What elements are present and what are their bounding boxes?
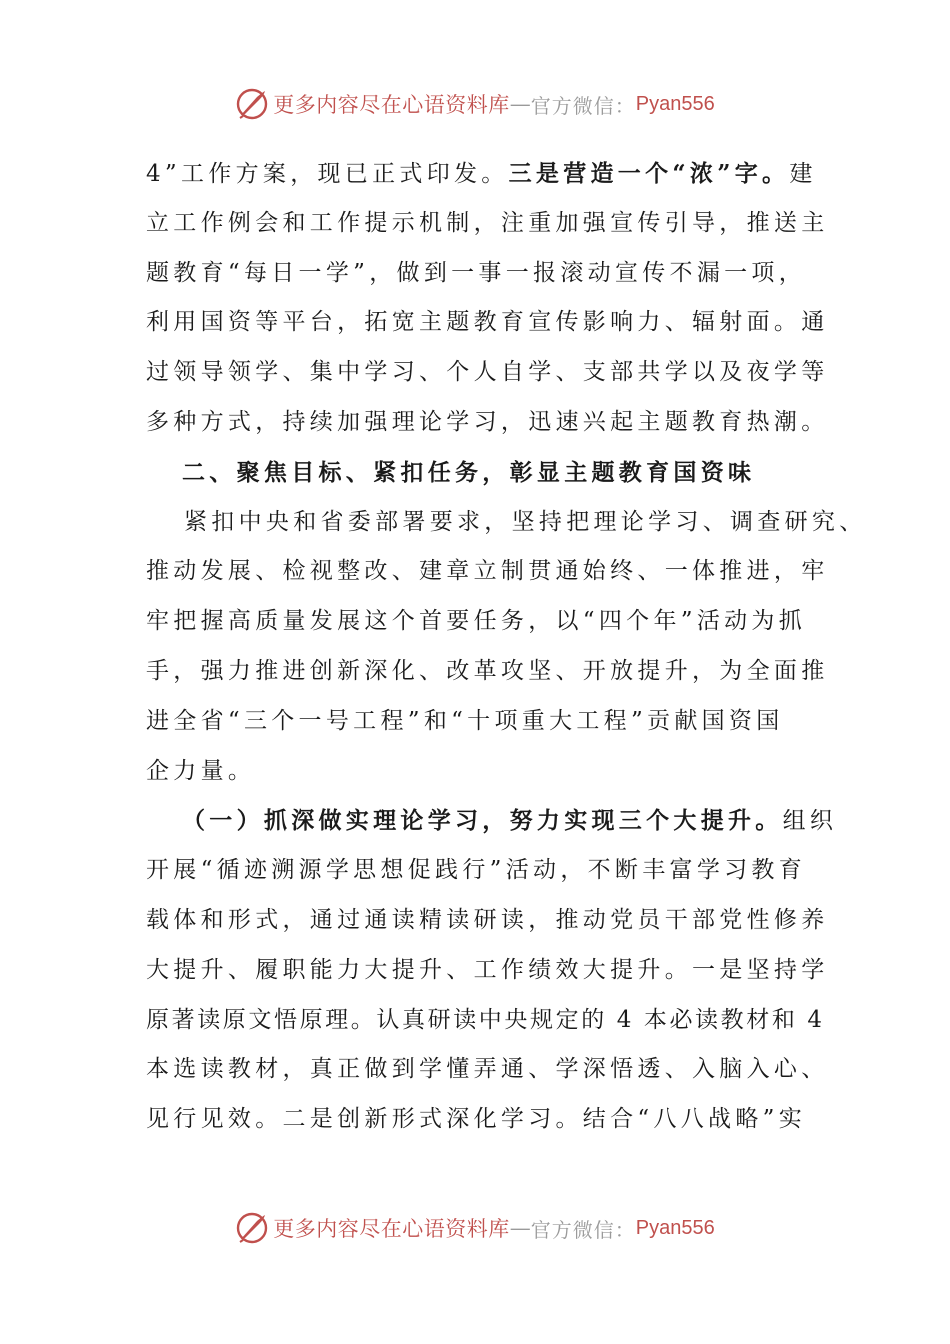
text-line: 牢把握高质量发展这个首要任务，以“四个年”活动为抓	[146, 608, 807, 635]
text-line: 手，强力推进创新深化、改革攻坚、开放提升，为全面推	[146, 657, 829, 684]
quill-logo-icon	[235, 87, 269, 121]
text-span: 建	[789, 161, 817, 187]
text-line: 进全省“三个一号工程”和“十项重大工程”贡献国资国	[146, 707, 784, 734]
banner-wechat-id: Pyan556	[635, 1216, 715, 1239]
subsection-heading: （一）抓深做实理论学习，努力实现三个大提升。	[182, 807, 783, 835]
text-line: 原著读原文悟原理。认真研读中央规定的 4 本必读教材和 4	[146, 1006, 825, 1033]
text-span: 组织	[782, 808, 838, 835]
banner-text: 更多内容尽在心语资料库	[273, 93, 510, 117]
banner-text: 更多内容尽在心语资料库	[273, 1217, 510, 1241]
document-body	[146, 149, 867, 1145]
header-banner	[0, 84, 950, 124]
text-line: 题教育“每日一学”，做到一事一报滚动宣传不漏一项，	[146, 259, 807, 286]
text-line: 过领导领学、集中学习、个人自学、支部共学以及夜学等	[146, 359, 829, 386]
text-line: 利用国资等平台，拓宽主题教育宣传影响力、辐射面。通	[146, 309, 829, 336]
text-line: 立工作例会和工作提示机制，注重加强宣传引导，推送主	[146, 209, 829, 236]
banner-wechat-id: Pyan556	[635, 92, 715, 115]
text-line: 紧扣中央和省委部署要求，坚持把理论学习、调查研究、	[184, 508, 867, 535]
text-line	[146, 149, 826, 199]
footer-banner	[0, 1208, 950, 1248]
section-heading: 二、聚焦目标、紧扣任务，彰显主题教育国资味	[182, 458, 756, 486]
text-line: 本选读教材，真正做到学懂弄通、学深悟透、入脑入心、	[146, 1056, 829, 1083]
banner-separator: —	[509, 92, 531, 116]
banner-official-label: 官方微信：	[530, 1217, 636, 1242]
text-line: 载体和形式，通过通读精读研读，推动党员干部党性修养	[146, 906, 829, 933]
banner-official-label: 官方微信：	[530, 93, 636, 118]
text-span: 4”工作方案，现已正式印发。	[146, 161, 509, 187]
text-line: 开展“循迹溯源学思想促践行”活动，不断丰富学习教育	[146, 857, 807, 884]
banner-separator: —	[509, 1216, 531, 1240]
quill-logo-icon	[235, 1211, 269, 1245]
text-line: 多种方式，持续加强理论学习，迅速兴起主题教育热潮。	[146, 408, 829, 435]
text-line: 大提升、履职能力大提升、工作绩效大提升。一是坚持学	[146, 956, 829, 983]
text-line: 企力量。	[146, 757, 256, 784]
text-line: 见行见效。二是创新形式深化学习。结合“八八战略”实	[146, 1106, 807, 1133]
text-line	[146, 796, 838, 846]
bold-phrase: 三是营造一个“浓”字。	[508, 160, 790, 187]
text-line: 推动发展、检视整改、建章立制贯通始终、一体推进，牢	[146, 558, 829, 585]
